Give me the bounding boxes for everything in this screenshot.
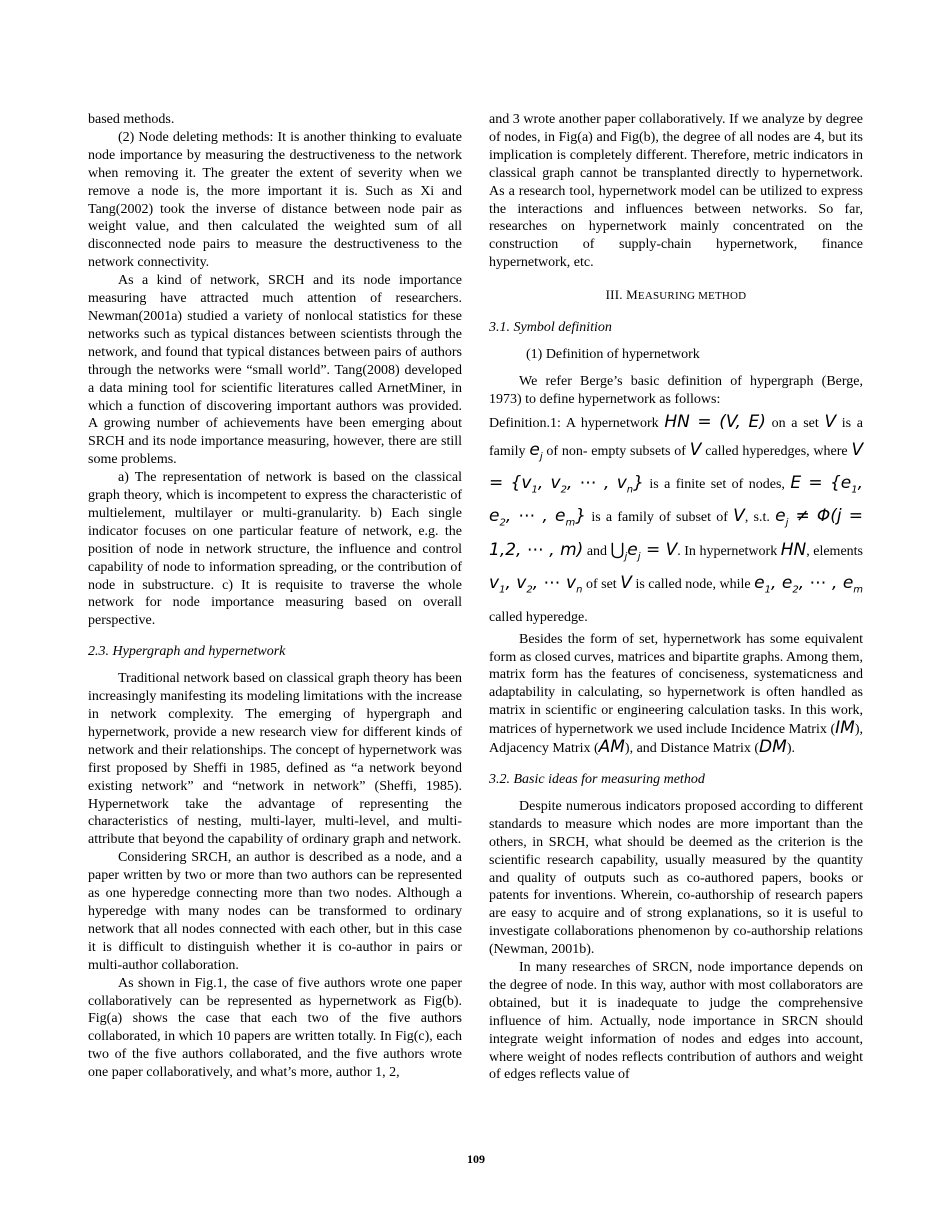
paragraph: and 3 wrote another paper collaboratively. If we analyze by degree of nodes, in Fig(a) and Fig(b), the degree of all nodes are 4, but its implication is completely different. Therefore, metric indicators in classical graph cannot be transplanted directly to hypernetwork. As a research tool, hypernetwork model can be utilized to express the interactions and influences between networks. So far, researches on hypernetwork mainly concentrated on the construction of supply-chain hypernetwork, finance hypernetwork, etc. — [489, 112, 863, 271]
paragraph: Despite numerous indicators proposed according to different standards to measure which nodes are more important than the others, in SRCH, what should be deemed as the criterion is the scientific research capability, usually measured by the quantity and quality of outputs such as co-authored papers, books or patents for inventions. Wherein, co-authorship of research papers are easy to acquire and of strong explanations, so it is useful to investigate collaborations phenomenon by co-authorship relations (Newman, 2001b). — [489, 798, 863, 958]
paragraph: Traditional network based on classical graph theory has been increasingly manifesting its modeling limitations with the increase in network complexity. The emerging of hypergraph and hypernetwork, provide a new research view for different kinds of network and their relationships. The concept of hypernetwork was first proposed by Sheffi in 1985, defined as “a network beyond existing network” and “network in network” (Sheffi, 1985). Hypernetwork take the advantage of representing the characteristics of nesting, multi-layer, multi-level, and multi-attribute that beyond the capability of ordinary graph and network. — [88, 671, 462, 848]
section-heading-3-1: 3.1. Symbol definition — [489, 320, 612, 336]
definition-heading: (1) Definition of hypernetwork — [526, 346, 700, 362]
section-heading-3-2: 3.2. Basic ideas for measuring method — [489, 771, 705, 787]
left-column — [88, 111, 462, 1082]
formula-v-set: $V = \{v_1$, $v_2$, ⋯ , $v_n$} — [489, 439, 864, 496]
formula-hn: HN = (V, E) — [664, 411, 766, 432]
formula-elements: $v_1$, $v_2$, ⋯ $v_n$ — [489, 573, 583, 596]
paragraph: Considering SRCH, an author is described as a node, and a paper written by two or more than two authors can be represented as one hyperedge connecting more than two nodes. Although a hyperedge with many nodes can be transformed to ordinary network that all nodes connected with each other, but in this case it is difficult to distinguish whether it is co-author in pairs or multi-author collaboration. — [88, 850, 462, 973]
paragraph: a) The representation of network is based on the classical graph theory, which is incompetent to express the characteristic of multielement, multilayer or multi-granularity. b) Each single indicator focuses on one particular feature of network, e.g. the position of node in network structure, the influence and control capability of node to information spreading, or the contribution of node in substructure. c) It is requisite to traverse the whole network for node importance measuring based on overall perspective. — [88, 470, 462, 629]
formula-hyperedges: $e_1$, $e_2$, ⋯ , $e_m$ — [754, 573, 864, 596]
page-number: 109 — [467, 1152, 485, 1166]
right-column — [489, 111, 863, 1084]
definition-1: Definition.1: A hypernetwork HN = (V, E) on a set V is a family $e_j$ of non- empty subsets of V called hyperedges, where $V = \{v_1$, $v_2$, ⋯ , $v_n$} is a finite set of nodes, $E = \{e_1$, $e_2$, ⋯ , $e_m$} is a family of subset of V, s.t. $e_j \ne \Phi(j = 1,2$, ⋯ , m) and $⋃_je_j = V$. In hypernetwork HN, elements $v_1$, $v_2$, ⋯ $v_n$ of set V is called node, while $e_1$, $e_2$, ⋯ , $e_m$ called hyperedge. — [489, 411, 864, 625]
paragraph: As a kind of network, SRCH and its node importance measuring have attracted much attention of researchers. Newman(2001a) studied a variety of nonlocal statistics for these networks such as typical distances between scientists through the network, and found that typical distances between pairs of authors through the networks were “small world”. Tang(2008) developed a data mining tool for scientific literatures called ArnetMiner, in which a function of discovering important authors was provided. A growing number of achievements have been emerging about SRCH and its node importance measuring, however, there are still some problems. — [88, 273, 462, 468]
paragraph: based methods. — [88, 112, 175, 127]
paragraph: We refer Berge’s basic definition of hypergraph (Berge, 1973) to define hypernetwork as follows: — [489, 373, 863, 407]
paragraph: As shown in Fig.1, the case of five authors wrote one paper collaboratively can be represented as hypernetwork as Fig(b). Fig(a) shows the case that each two of the five authors collaborated, in which 10 papers are written totally. In Fig(c), each two of the five authors collaborated, and the five authors wrote one paper collaboratively, and what’s more, author 1, 2, — [88, 975, 462, 1081]
formula-nonempty: $e_j \ne \Phi(j = 1,2$, ⋯ , m) — [489, 506, 864, 560]
paragraph: (2) Node deleting methods: It is another thinking to evaluate node importance by measuring the destructiveness to the network when removing it. The greater the extent of severity when we remove a node is, the more important it is. Such as Xi and Tang(2002) took the inverse of distance between node pair as weight value, and then calculated the weighted sum of all disconnected node pairs to measure the destructiveness to the network connectivity. — [88, 129, 462, 271]
formula-ej: $e_j$ — [529, 439, 543, 463]
formula-union: $⋃_je_j = V$ — [610, 539, 678, 563]
formula-e-set: $E = \{e_1$, $e_2$, ⋯ , $e_m$} — [489, 473, 863, 529]
section-heading-2-3: 2.3. Hypergraph and hypernetwork — [88, 644, 286, 660]
paragraph: In many researches of SRCN, node importance depends on the degree of node. In this way, author with most collaborators are obtained, but it is inadequate to judge the comprehensive influence of him. Actually, node importance in SRCN should integrate weight information of nodes and edges into account, where weight of nodes reflects contribution of authors and weight of edges reflects value of — [489, 960, 863, 1083]
paragraph: Besides the form of set, hypernetwork has some equivalent form as closed curves, matrices and bipartite graphs. Among them, matrix form has the features of conciseness, systematicness and adaptability in calculating, so hypernetwork is often handled as matrix in scientific or engineering calculation tasks. In this work, matrices of hypernetwork we used include Incidence Matrix (IM), Adjacency Matrix (AM), and Distance Matrix (DM). — [489, 631, 864, 758]
section-heading-iii: III. MEASURING METHOD — [605, 287, 747, 303]
